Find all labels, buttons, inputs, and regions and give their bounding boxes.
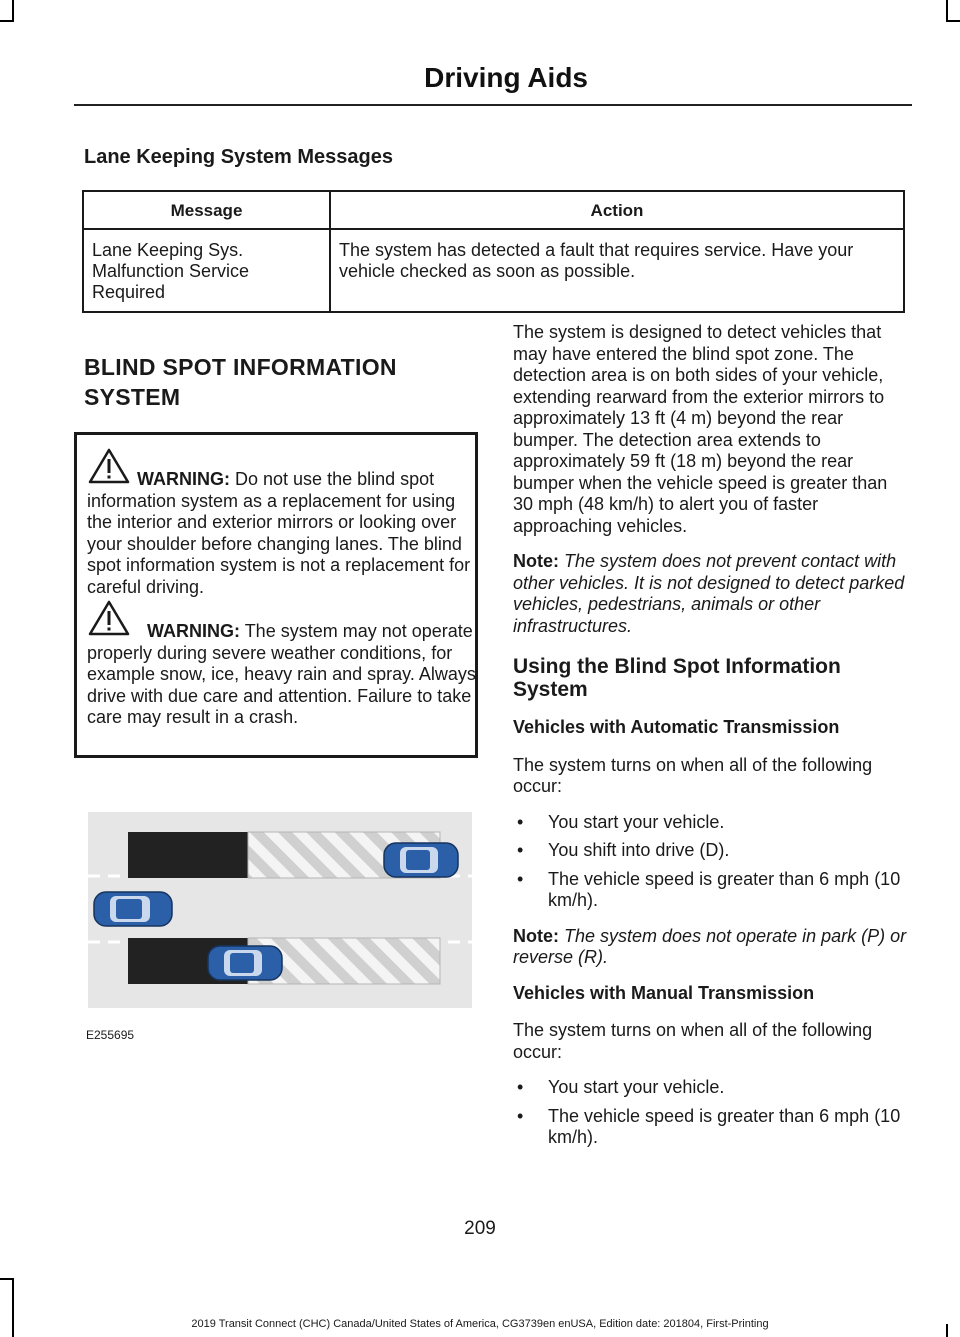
note-paragraph [513,926,911,969]
detection-zone-lower [128,938,440,984]
list-item: • You start your vehicle. [513,1077,911,1099]
crop-mark [0,20,14,22]
note-text: The system does not prevent contact with other vehicles. It is not designed to detect parked vehicles, pedestrians, animals or other infrastructures. [513,551,905,636]
intro-paragraph: The system is designed to detect vehicles that may have entered the blind spot zone. The detection area is on both sides of your vehicle, extending rearward from the exterior mirrors to approximately 13 ft (4 m) beyond the rear bumper. The detection area extends to approximately 59 ft (18 m) beyond the rear bumper when the vehicle speed is greater than 30 mph (48 km/h) to alert you of faster approaching vehicles. [513,322,888,536]
car-icon [208,946,282,980]
note-text: The system does not operate in park (P) or reverse (R). [513,925,907,967]
note-paragraph [513,551,911,637]
car-icon [94,892,172,926]
car-icon [384,843,458,877]
warning-text [87,469,477,598]
blind-spot-diagram [88,812,472,1008]
note-label: Note: [513,925,559,946]
subsection-heading: Using the Blind Spot Information System [513,655,841,701]
warning-label: WARNING: [147,621,240,641]
list-item: • You start your vehicle. [513,812,911,834]
crop-mark [946,20,960,22]
crop-mark [0,1278,14,1280]
list-item: • The vehicle speed is greater than 6 mph (10 km/h). [513,1106,911,1149]
crop-mark [12,0,14,22]
messages-table [82,190,905,313]
page-number: 209 [464,1218,496,1239]
warning-label: WARNING: [137,469,230,489]
table-header-row [83,191,904,229]
table-header-message: Message [83,191,330,229]
crop-mark [946,0,948,22]
table-cell-action: The system has detected a fault that requires service. Have your vehicle checked as soon as possible. [330,229,904,312]
auto-conditions-list [513,812,911,912]
table-row [83,229,904,312]
list-item: • The vehicle speed is greater than 6 mph (10 km/h). [513,869,911,912]
page-title: Driving Aids [424,62,588,93]
title-divider [74,104,912,106]
footer-edition: 2019 Transit Connect (CHC) Canada/United States of America, CG3739en enUSA, Edition date: 201804, First-Printing [191,1318,769,1330]
minor-heading-manual: Vehicles with Manual Transmission [513,982,815,1003]
table-cell-message: Lane Keeping Sys. Malfunction Service Required [83,229,330,312]
minor-heading-automatic: Vehicles with Automatic Transmission [513,717,840,737]
main-heading: BLIND SPOT INFORMATION SYSTEM [84,354,397,410]
note-label: Note: [513,551,559,571]
figure-code: E255695 [86,1028,135,1042]
warning-body: Do not use the blind spot information system as a replacement for using the interior and exterior mirrors or looking over your shoulder before changing lanes. The blind spot information system is not a replacement for careful driving. [87,469,471,597]
warning-body: The system may not operate properly during severe weather conditions, for example snow, ice, heavy rain and spray. Always drive with due care and attention. Failure to take care may result in a crash. [87,621,476,727]
table-header-action: Action [330,191,904,229]
auto-intro: The system turns on when all of the following occur: [513,754,873,796]
warning-box [74,432,478,758]
warning-text [87,621,477,729]
manual-intro: The system turns on when all of the following occur: [513,1020,873,1062]
section-heading: Lane Keeping System Messages [84,146,394,168]
right-column [513,322,911,1163]
list-item: • You shift into drive (D). [513,840,911,862]
manual-conditions-list [513,1077,911,1149]
